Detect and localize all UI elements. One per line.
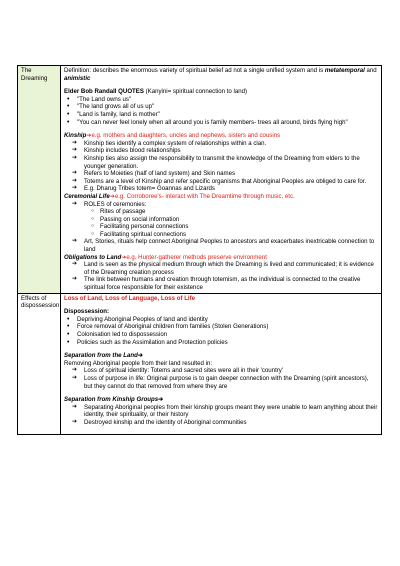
list-item: ○ Facilitating personal connections [64, 223, 378, 231]
dispossession-heading: Dispossession: [64, 308, 110, 316]
list-item: ➔ Refers to Moieties (half of land system) and Skin names [64, 170, 378, 178]
list-item: • "The land grows all of us up" [64, 103, 378, 111]
obligations-heading: Obligations to Land➔e.g. Hunter-gatherer methods preserve environment [64, 253, 267, 261]
list-item: • "Land is family, land is mother" [64, 111, 378, 119]
definition-text: Definition: describes the enormous variety of spiritual belief ad not a single unified system and is metatemporal and animistic [64, 67, 377, 82]
list-item: ○ Passing on social information [64, 216, 378, 224]
list-item: • "You can never feel lonely when all around you is family members- trees all around, birds flying high" [64, 119, 378, 127]
list-item: • "The Land owns us" [64, 96, 378, 104]
list-item: ➔ Kinship ties identify a complex system of relationships within a clan. [64, 140, 378, 148]
document-page [17, 65, 382, 435]
row-label: The Dreaming [18, 66, 61, 294]
row-label: Effects of dispossession [18, 293, 61, 434]
list-item: ➔ Separating Aboriginal peoples from their kinship groups meant they were unable to learn anything about their identity, their spirituality, or their history [64, 404, 378, 419]
elder-heading: Elder Bob Randall QUOTES (Kanyini= spiritual connection to land) [64, 88, 248, 96]
list-item: • Policies such as the Assimilation and Protection policies [64, 339, 378, 347]
row-content [61, 66, 382, 294]
arrow-icon: ➔ [86, 132, 92, 140]
list-item: ➔ The link between humans and creation through totemism, as the individual is connected to the creative spiritual force responsible for their existence [64, 276, 378, 291]
list-item: ➔ E.g. Dharug Tribes totem= Goannas and Lizards [64, 185, 378, 193]
arrow-icon: ➔ [158, 396, 164, 404]
notes-table [17, 65, 382, 435]
separation-land-intro: Removing Aboriginal people from their land resulted in: [64, 359, 213, 367]
table-row-dreaming [18, 66, 382, 294]
list-item: ➔ Land is seen as the physical medium through which the Dreaming is lived and communicated; it is evidence of the Dreaming creation process [64, 261, 378, 276]
list-item: ➔ ROLES of ceremonies: [64, 201, 378, 209]
list-item: • Force removal of Aboriginal children from families (Stolen Generations) [64, 323, 378, 331]
arrow-icon: ➔ [109, 192, 115, 200]
list-item: ➔ Art, Stories, rituals help connect Aboriginal Peoples to ancestors and exacerbates inextricable connection to land [64, 238, 378, 253]
arrow-icon: ➔ [137, 352, 143, 360]
separation-kin-heading: Separation from Kinship Groups➔ [64, 396, 164, 404]
row-content [61, 293, 382, 434]
list-item: ➔ Loss of spiritual identity: Totems and sacred sites were all in their 'country' [64, 367, 378, 375]
separation-land-heading: Separation from the Land➔ [64, 352, 143, 360]
table-row-dispossession [18, 293, 382, 434]
list-item: ➔ Kinship ties also assign the responsibility to transmit the knowledge of the Dreaming from elders to the younger generation. [64, 155, 378, 170]
list-item: ○ Facilitating spiritual connections [64, 231, 378, 239]
arrow-icon: ➔ [121, 253, 127, 261]
list-item: • Depriving Aboriginal Peoples of land and identity [64, 316, 378, 324]
list-item: ➔ Kinship includes blood relationships [64, 147, 378, 155]
loss-line: Loss of Land, Loss of Language, Loss of Life [64, 294, 196, 302]
kinship-heading: Kinship➔e.g. mothers and daughters, uncles and nephews, sisters and cousins [64, 132, 281, 140]
list-item: ➔ Totems are a level of Kinship and refer specific organisms that Aboriginal Peoples are obliged to care for. [64, 178, 378, 186]
list-item: ○ Rites of passage [64, 208, 378, 216]
list-item: • Colonisation led to dispossession [64, 331, 378, 339]
list-item: ➔ Destroyed kinship and the identity of Aboriginal communities [64, 419, 378, 427]
ceremonial-heading: Ceremonial Life➔e.g. Corroboree's- interact with The Dreamtime through music, etc. [64, 192, 295, 200]
list-item: ➔ Loss of purpose in life: Original purpose is to gain deeper connection with the Dreaming (spirit ancestors), but they cannot do that removed from where they are [64, 375, 378, 390]
